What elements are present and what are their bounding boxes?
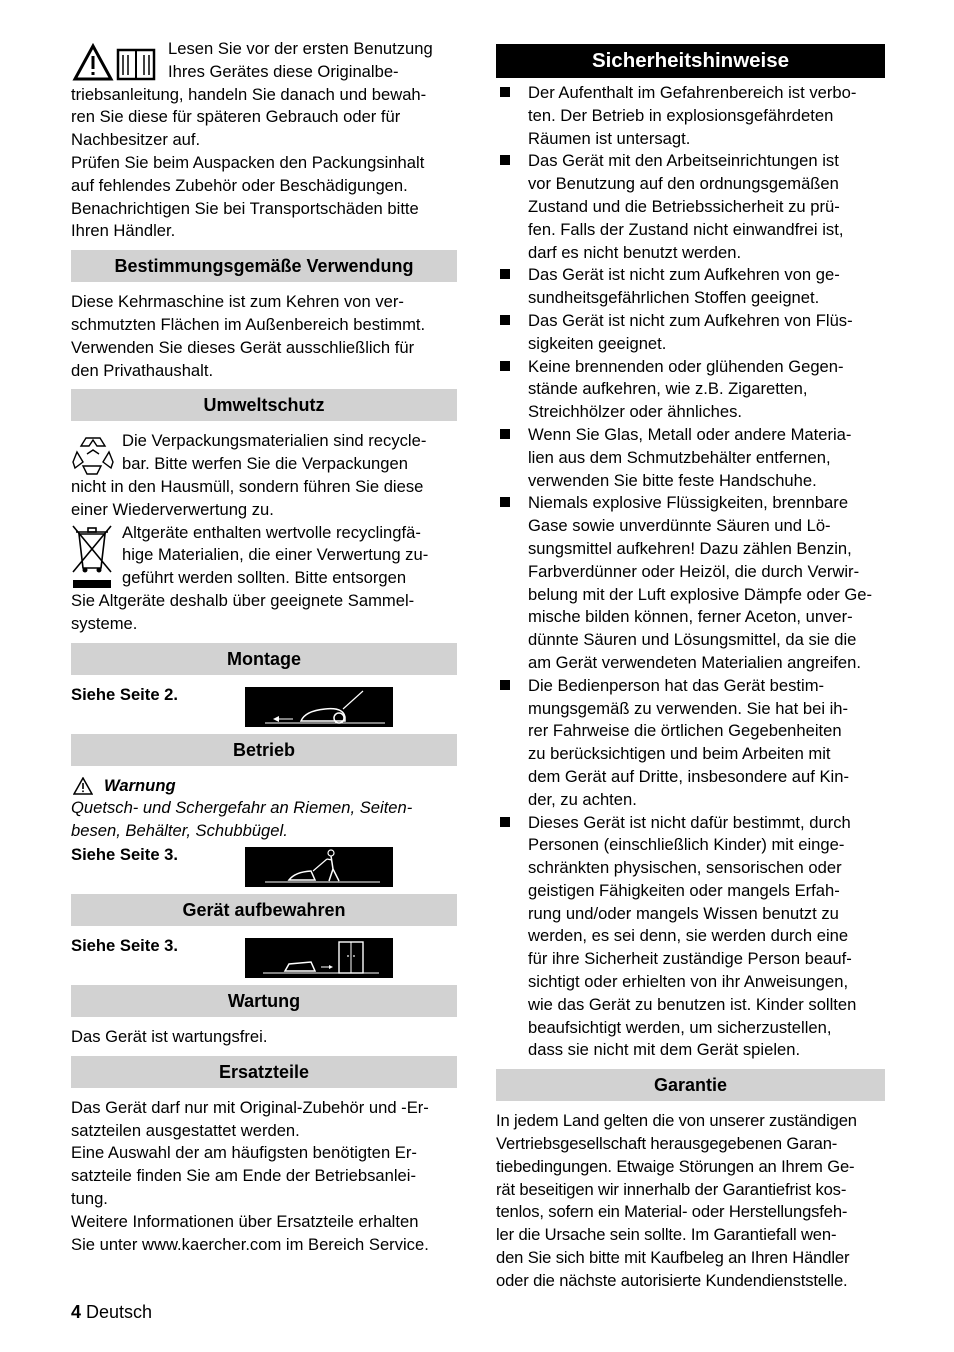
safety-item-line: werden, es sei denn, sie werden durch eine (528, 926, 849, 946)
intro-block (71, 38, 457, 243)
safety-item-line: wie das Gerät zu benutzen ist. Kinder sollten (528, 994, 857, 1014)
body-line: einer Wiederverwertung zu. (71, 499, 274, 519)
safety-item (496, 264, 885, 310)
section-heading-aufbewahren: Gerät aufbewahren (71, 894, 457, 926)
body-line: bar. Bitte werfen Sie die Verpackungen (122, 454, 408, 474)
warning-text: Quetsch- und Schergefahr an Riemen, Seiten- (71, 798, 413, 818)
safety-item-line: Farbverdünner oder Heizöl, die durch Verwir- (528, 561, 860, 581)
safety-item-line: sichtigt oder erhielten von ihr Anweisungen, (528, 972, 849, 992)
intro-line: ren Sie diese für späteren Gebrauch oder für (71, 107, 401, 127)
safety-item-line: stände aufkehren, wie z.B. Zigaretten, (528, 379, 808, 399)
safety-list (496, 82, 885, 1062)
safety-item-line: beaufsichtigt werden, um sicherzustellen, (528, 1017, 832, 1037)
body-line: den Sie sich bitte mit Kaufbeleg an Ihren Händler (496, 1248, 850, 1268)
body-line: Das Gerät ist wartungsfrei. (71, 1026, 268, 1046)
garantie-text (496, 1110, 885, 1292)
crossed-bin-icon (71, 524, 113, 590)
safety-item-line: Streichhölzer oder ähnliches. (528, 402, 742, 422)
section-heading-garantie: Garantie (496, 1069, 885, 1101)
warning-title: Warnung (104, 775, 176, 795)
intro-line: triebsanleitung, handeln Sie danach und bewah- (71, 84, 427, 104)
safety-item (496, 492, 885, 674)
warning-heading (71, 775, 457, 798)
safety-item-line: fen. Falls der Zustand nicht einwandfrei ist, (528, 219, 844, 239)
body-line: Eine Auswahl der am häufigsten benötigten Er- (71, 1143, 417, 1163)
safety-item-line: sundheitsgefährlichen Stoffen geeignet. (528, 288, 820, 308)
section-heading-umwelt: Umweltschutz (71, 389, 457, 421)
safety-item-line: Dieses Gerät ist nicht dafür bestimmt, durch (528, 812, 851, 832)
safety-item-line: belung mit der Luft explosive Dämpfe oder Ge- (528, 584, 873, 604)
page-reference: Siehe Seite 3. (71, 844, 178, 864)
safety-item-line: sungsmittel aufkehren! Dazu zählen Benzin, (528, 538, 852, 558)
body-line: rät beseitigen wir innerhalb der Garantiefrist kos- (496, 1179, 847, 1199)
body-line: Die Verpackungsmaterialien sind recycle- (122, 431, 427, 451)
page-number: 4 (71, 1302, 82, 1322)
weee-block (71, 522, 457, 636)
intro-line: Benachrichtigen Sie bei Transportschäden bitte (71, 198, 419, 218)
body-line: oder die nächste autorisierte Kundendienststelle. (496, 1270, 848, 1290)
safety-item-line: zu berücksichtigen und beim Arbeiten mit (528, 744, 831, 764)
body-line: Vertriebsgesellschaft herausgegebenen Garan- (496, 1134, 838, 1154)
safety-item-line: Das Gerät ist nicht zum Aufkehren von Flüs- (528, 310, 853, 330)
safety-item-line: lien aus dem Schmutzbehälter entfernen, (528, 447, 831, 467)
safety-item-line: geistigen Fähigkeiten oder mangels Erfah- (528, 880, 840, 900)
safety-item-line: dem Gerät auf Dritte, insbesondere auf Kin- (528, 766, 849, 786)
recycle-icon (71, 432, 115, 476)
safety-item (496, 310, 885, 356)
recycle-block (71, 430, 457, 521)
safety-item-line: der, zu achten. (528, 789, 637, 809)
body-line: nicht in den Hausmüll, sondern führen Sie diese (71, 476, 424, 496)
safety-item-line: Gase sowie unverdünnte Säuren und Lö- (528, 516, 831, 536)
warning-manual-icon (71, 43, 161, 83)
section-heading-ersatzteile: Ersatzteile (71, 1056, 457, 1088)
safety-item-line: mungsgemäß zu verwenden. Sie hat bei ih- (528, 698, 849, 718)
storage-illustration (245, 938, 393, 978)
safety-item-line: am Gerät verwendeten Materialien angreifen. (528, 652, 861, 672)
right-column (496, 38, 885, 1293)
safety-item-line: Wenn Sie Glas, Metall oder andere Materia- (528, 424, 852, 444)
safety-item (496, 812, 885, 1063)
body-line: Das Gerät darf nur mit Original-Zubehör und -Er- (71, 1097, 429, 1117)
safety-item-line: Die Bedienperson hat das Gerät bestim- (528, 675, 825, 695)
safety-item-line: ten. Der Betrieb in explosionsgefährdeten (528, 105, 834, 125)
safety-item-line: mische bilden können, ferner Aceton, unver- (528, 607, 853, 627)
body-line: Sie unter www.kaercher.com im Bereich Service. (71, 1234, 429, 1254)
safety-item-line: sigkeiten geeignet. (528, 333, 667, 353)
body-line: Diese Kehrmaschine ist zum Kehren von ver- (71, 292, 404, 312)
page-reference: Siehe Seite 3. (71, 935, 178, 955)
safety-item-line: rer Fahrweise die örtlichen Gegebenheiten (528, 721, 842, 741)
safety-item (496, 150, 885, 264)
body-line: Altgeräte enthalten wertvolle recyclingfä- (122, 522, 421, 542)
body-line: Weitere Informationen über Ersatzteile erhalten (71, 1211, 419, 1231)
safety-item (496, 424, 885, 492)
safety-item-line: dass sie nicht mit dem Gerät spielen. (528, 1040, 801, 1060)
safety-item-line: verwenden Sie bitte feste Handschuhe. (528, 470, 817, 490)
intro-line: Ihres Gerätes diese Originalbe- (168, 61, 399, 81)
left-column (71, 38, 457, 1256)
warning-icon (73, 777, 93, 795)
section-heading-wartung: Wartung (71, 985, 457, 1017)
body-line: ler die Ursache sein sollte. Im Garantiefall wen- (496, 1225, 837, 1245)
safety-item-line: Personen (einschließlich Kinder) mit einge- (528, 835, 845, 855)
safety-item (496, 82, 885, 150)
safety-item-line: Der Aufenthalt im Gefahrenbereich ist verbo- (528, 83, 857, 102)
body-line: Verwenden Sie dieses Gerät ausschließlich für (71, 337, 415, 357)
section-heading-betrieb: Betrieb (71, 734, 457, 766)
safety-item-line: dünnte Säuren und Lösungsmittel, da sie die (528, 630, 857, 650)
safety-item-line: Zustand und die Betriebssicherheit zu prü- (528, 196, 840, 216)
section-heading-montage: Montage (71, 643, 457, 675)
page-footer (71, 1302, 152, 1323)
body-line: tung. (71, 1188, 108, 1208)
safety-item-line: Keine brennenden oder glühenden Gegen- (528, 356, 844, 376)
assembly-illustration (245, 687, 393, 727)
page-reference: Siehe Seite 2. (71, 684, 178, 704)
body-line: systeme. (71, 613, 138, 633)
body-line: hige Materialien, die einer Verwertung zu- (122, 545, 429, 565)
section-heading-bestimmung: Bestimmungsgemäße Verwendung (71, 250, 457, 282)
operation-illustration (245, 847, 393, 887)
safety-item-line: Das Gerät mit den Arbeitseinrichtungen ist (528, 151, 839, 171)
aufbewahren-reference (71, 935, 457, 978)
safety-item (496, 356, 885, 424)
safety-item-line: rung und/oder mangels Wissen benutzt zu (528, 903, 839, 923)
intro-line: Ihren Händler. (71, 221, 176, 241)
body-line: schmutzten Flächen im Außenbereich bestimmt. (71, 314, 426, 334)
safety-item-line: für ihre Sicherheit zuständige Person beauf- (528, 949, 852, 969)
footer-language: Deutsch (86, 1302, 153, 1322)
safety-item-line: darf es nicht benutzt werden. (528, 242, 742, 262)
body-line: tenlos, sofern ein Material- oder Herstellungsfeh- (496, 1202, 848, 1222)
safety-item-line: schränkten physischen, sensorischen oder (528, 858, 842, 878)
body-line: satzteilen ausgestattet werden. (71, 1120, 300, 1140)
safety-item (496, 675, 885, 812)
safety-item-line: vor Benutzung auf den ordnungsgemäßen (528, 174, 839, 194)
body-line: Sie Altgeräte deshalb über geeignete Sammel- (71, 590, 415, 610)
warning-text: besen, Behälter, Schubbügel. (71, 821, 288, 841)
intro-line: Lesen Sie vor der ersten Benutzung (168, 39, 433, 58)
intro-line: Nachbesitzer auf. (71, 130, 201, 150)
betrieb-reference (71, 844, 457, 887)
section-heading-sicherheit: Sicherheitshinweise (496, 44, 885, 78)
body-line: tiebedingungen. Etwaige Störungen an Ihrem Ge- (496, 1156, 855, 1176)
safety-item-line: Räumen ist untersagt. (528, 128, 691, 148)
intro-line: Prüfen Sie beim Auspacken den Packungsinhalt (71, 152, 425, 172)
body-line: den Privathaushalt. (71, 360, 214, 380)
safety-item-line: Das Gerät ist nicht zum Aufkehren von ge- (528, 265, 840, 285)
intro-line: auf fehlendes Zubehör oder Beschädigungen. (71, 175, 408, 195)
body-line: In jedem Land gelten die von unserer zuständigen (496, 1111, 857, 1131)
body-line: geführt werden sollten. Bitte entsorgen (122, 568, 407, 588)
montage-reference (71, 684, 457, 727)
safety-item-line: Niemals explosive Flüssigkeiten, brennbare (528, 493, 849, 513)
body-line: satzteile finden Sie am Ende der Betriebsanlei- (71, 1166, 416, 1186)
